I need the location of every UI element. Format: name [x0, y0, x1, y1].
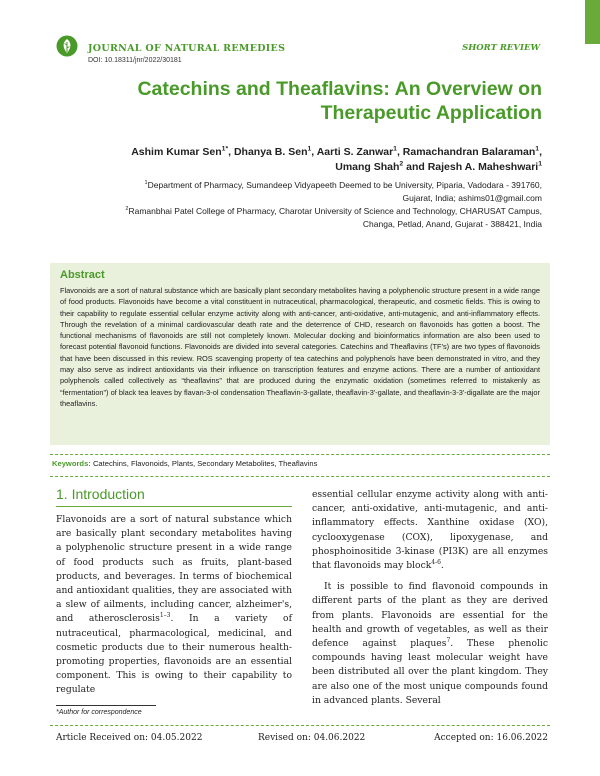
author-1: Ashim Kumar Sen [131, 146, 222, 158]
intro-p2-part-b: . These phenolic compounds having least molecular weight have been distributed all over the plant kingdom. They are also one of the most unique compounds found in advanced plants. Several [312, 638, 549, 706]
keywords-label: Keywords: [52, 459, 91, 468]
title-line-2: Therapeutic Application [320, 102, 542, 124]
affiliation-1-sup: 1 [144, 180, 148, 187]
intro-paragraph-2 [312, 580, 548, 708]
intro-column-right [312, 488, 548, 708]
affiliation-1-line-1: Department of Pharmacy, Sumandeep Vidyapeeth Deemed to be University, Piparia, Vadodara - 391760, [147, 180, 542, 190]
footnote-rule [56, 705, 156, 706]
author-4: , Ramachandran Balaraman [396, 146, 536, 158]
keywords-text: Catechins, Flavonoids, Plants, Secondary Metabolites, Theaflavins [92, 459, 318, 468]
date-accepted: Accepted on: 16.06.2022 [434, 733, 548, 743]
section-heading-introduction: 1. Introduction [56, 486, 145, 502]
author-5-sup: 2 [399, 160, 404, 168]
author-3: , Aarti S. Zanwar [311, 146, 394, 158]
affiliation-1-line-2: Gujarat, India; ashims01@gmail.com [402, 192, 542, 203]
keywords [52, 459, 548, 468]
author-6: and Rajesh A. Maheshwari [403, 161, 539, 173]
date-revised: Revised on: 04.06.2022 [258, 733, 366, 743]
citation-1-3[interactable]: 1–3 [159, 612, 171, 620]
author-sep: , [539, 146, 542, 158]
abstract-heading: Abstract [60, 269, 105, 281]
dates-divider [50, 725, 550, 726]
section-rule [56, 506, 292, 507]
journal-logo-icon [56, 35, 78, 57]
intro-p2-part-a: It is possible to find flavonoid compounds in different parts of the plant as they are derived from plants. Flavonoids are essential for the health and growth of vegetables, as well as their defence against plaques [312, 581, 548, 650]
affiliation-1 [56, 179, 542, 204]
intro-p1-part-b: . In a variety of nutraceutical, pharmacological, medicinal, and cosmetic products due to their numerous health-promoting properties, flavonoids are an essential component. This is owing to their capability to regulate [56, 613, 292, 696]
author-1-sup: 1* [221, 145, 229, 153]
keywords-divider-bottom [50, 476, 550, 477]
affiliation-2-sup: 2 [125, 206, 129, 213]
author-6-sup: 1 [538, 160, 542, 168]
citation-7[interactable]: 7 [446, 636, 451, 644]
article-title [56, 77, 542, 125]
article-type: SHORT REVIEW [462, 43, 540, 53]
journal-name: JOURNAL OF NATURAL REMEDIES [88, 43, 286, 54]
intro-paragraph-1-cont [312, 488, 548, 573]
affiliation-2-line-1: Ramanbhai Patel College of Pharmacy, Charotar University of Science and Technology, CHARUSAT Campus, [128, 206, 542, 216]
intro-column-left [56, 513, 292, 698]
author-3-sup: 1 [393, 145, 397, 153]
author-2: , Dhanya B. Sen [228, 146, 308, 158]
intro-p1-part-a: Flavonoids are a sort of natural substance which are basically plant secondary metabolites having a polyphenolic structure present in a wide range of food products such as fruits, plant-based products, and beverages. In terms of biochemical and antioxidant qualities, they are associated with a slew of ailments, including cancer, alzheimer's, and atherosclerosis [56, 514, 292, 625]
author-5: Umang Shah [335, 161, 400, 173]
date-received: Article Received on: 04.05.2022 [56, 733, 203, 743]
intro-p1-cont-part-b: . [440, 560, 444, 572]
keywords-divider-top [50, 454, 550, 455]
author-4-sup: 1 [535, 145, 540, 153]
affiliation-2 [56, 205, 542, 230]
author-2-sup: 1 [307, 145, 312, 153]
footnote-correspondence: *Author for correspondence [56, 709, 142, 716]
abstract-text: Flavonoids are a sort of natural substance which are basically plant secondary metabolites having a polyphenolic structure present in a wide range of food products. Flavonoids have become a vital constituent in nutraceutical, pharmacological, therapeutic, and cosmetic fields. This is owing to their capability to regulate essential cellular enzyme activity along with anti-cancer, anti-oxidative, anti-mutagenic, and anti-inflammatory effects. Through the revelation of a minimal cardiovascular death rate and the deterrence of CHD, research on flavonoids has gotten a boost. The functional mechanisms of flavonoids are still not completely known. Molecular docking and bioinformatics information are also been used to forecast potential flavonoid functions. Flavonoids are divided into several categories. Catechins and Theaflavins (TF's) are two types of flavonoids that have been discussed in this review. ROS scavenging property of tea catechins and polyphenols have been demonstrated in vitro, and they may also serve as indirect antioxidants via their influence on transcription features and enzyme actions. There are a number of antioxidant polyphenols called collectively as “theaflavins” that are produced during the enzymatic oxidation (sometimes referred to mistakenly as “fermentation”) of black tea leaves by flavan-3-ol condensation Theaflavin-3-gallate, theaflavin-3'-gallate, and theaflavin-3-3'-digallate are the major theaflavins. [60, 286, 540, 408]
author-line-2 [56, 160, 542, 175]
title-line-1: Catechins and Theaflavins: An Overview on [137, 78, 542, 100]
citation-4-6[interactable]: 4-6 [431, 558, 441, 566]
sidebar-tab [585, 0, 600, 44]
intro-p1-cont-part-a: essential cellular enzyme activity along with anti-cancer, anti-oxidative, anti-mutagenic, and anti-inflammatory effects. Xanthine oxidase (XO), cyclooxygenase (COX), lipoxygenase, and phosphoinositide 3-kinase (PI3K) are all enzymes that flavonoids may block [312, 489, 548, 572]
author-line-1 [56, 145, 542, 160]
doi[interactable]: DOI: 10.18311/jnr/2022/30181 [88, 57, 182, 64]
author-list [56, 145, 542, 175]
intro-paragraph-1 [56, 513, 292, 698]
affiliation-2-line-2: Changa, Petlad, Anand, Gujarat - 388421, India [362, 218, 542, 229]
